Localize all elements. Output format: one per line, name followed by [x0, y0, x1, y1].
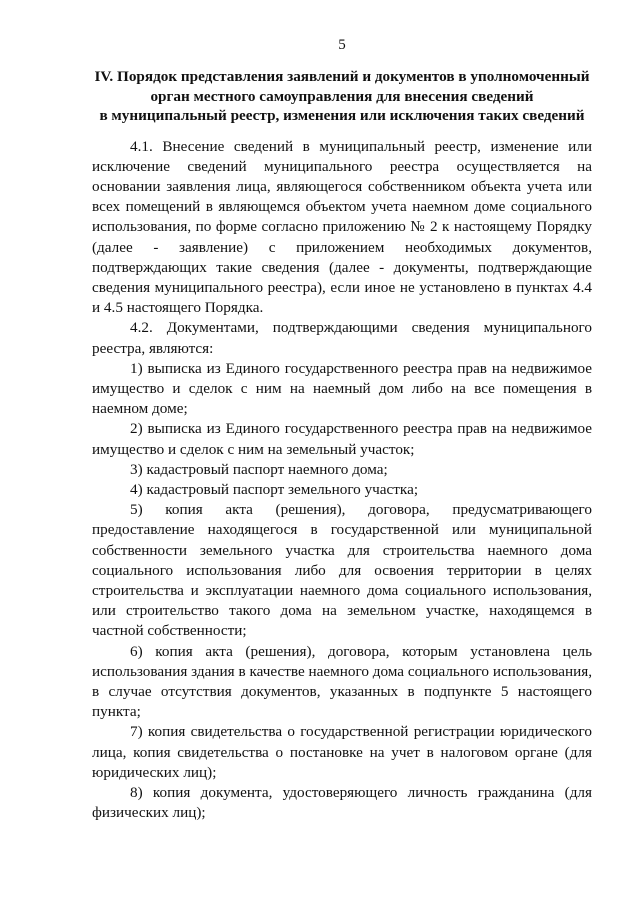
section-title-line: орган местного самоуправления для внесения сведений	[150, 87, 534, 105]
section-title-line: в муниципальный реестр, изменения или исключения таких сведений	[99, 107, 585, 124]
list-item-3: 3) кадастровый паспорт наемного дома;	[130, 460, 388, 478]
list-item-5: 5) копия акта (решения), договора, предусматривающего предоставление находящегося в государственной или муниципальной собственности земельного участка для строительства наемного дома социального использования либо для освоения территории в целях строительства и эксплуатации наемного дома социального использования, или строительство такого дома на земельном участке, находящемся в частной собственности;	[92, 501, 592, 640]
page-number: 5	[338, 37, 346, 53]
list-item-1: 1) выписка из Единого государственного реестра прав на недвижимое имущество и сделок с ним на наемный дом либо на все помещения в наемном доме;	[92, 359, 592, 418]
section-title-line: IV. Порядок представления заявлений и документов в уполномоченный	[94, 68, 590, 85]
document-page	[92, 36, 592, 823]
list-item-7: 7) копия свидетельства о государственной регистрации юридического лица, копия свидетельства о постановке на учет в налоговом органе (для юридических лиц);	[92, 723, 592, 781]
document-body	[92, 137, 592, 824]
list-item-8: 8) копия документа, удостоверяющего личность гражданина (для физических лиц);	[92, 784, 592, 822]
list-item-2: 2) выписка из Единого государственного реестра прав на недвижимое имущество и сделок с ним на земельный участок;	[92, 420, 592, 458]
list-item-6: 6) копия акта (решения), договора, которым установлена цель использования здания в качестве наемного дома социального использования, в случае отсутствия документов, указанных в подпункте 5 настоящего пункта;	[92, 642, 592, 721]
list-item-4: 4) кадастровый паспорт земельного участка;	[130, 480, 419, 498]
paragraph-4-1: 4.1. Внесение сведений в муниципальный реестр, изменение или исключение сведений муниципального реестра осуществляется на основании заявления лица, являющегося собственником объекта учета или всех помещений в являющемся объектом учета наемном доме социального использования, по форме согласно приложению № 2 к настоящему Порядку (далее - заявление) с приложением необходимых документов, подтверждающих такие сведения (далее - документы, подтверждающие сведения муниципального реестра), если иное не установлено в пунктах 4.4 и 4.5 настоящего Порядка.	[92, 137, 592, 317]
section-title	[92, 67, 592, 126]
paragraph-4-2: 4.2. Документами, подтверждающими сведения муниципального реестра, являются:	[92, 319, 592, 357]
